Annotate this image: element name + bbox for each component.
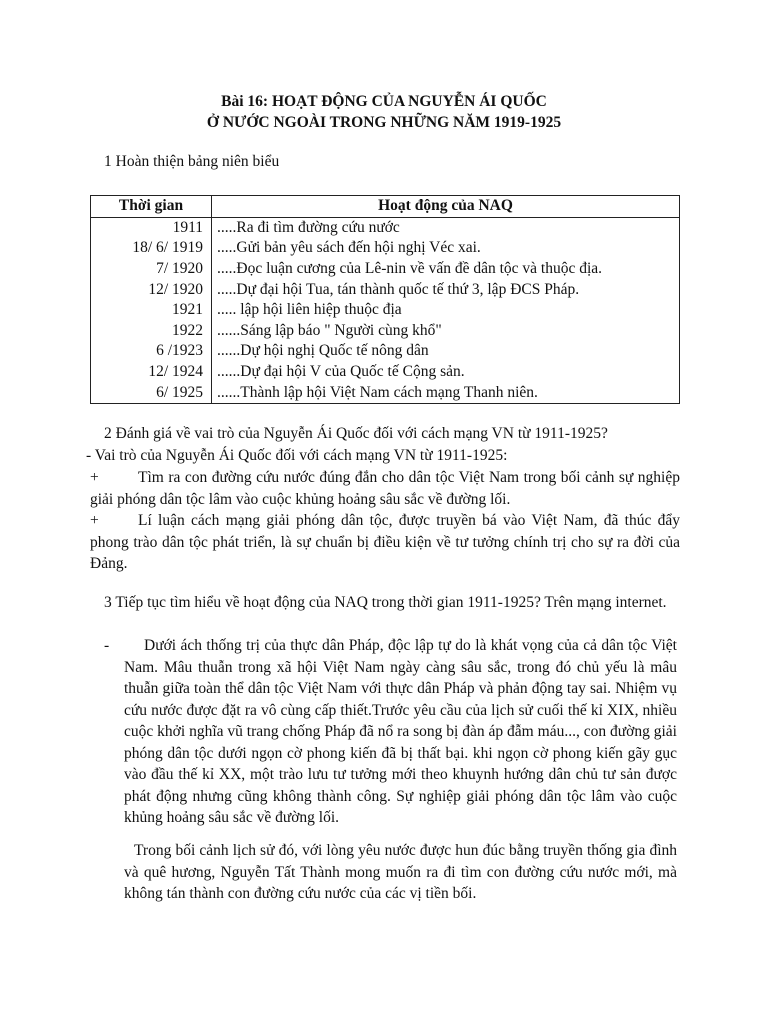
table-cell-time: 18/ 6/ 1919 [91,238,212,259]
section-2-bullet-1: Tìm ra con đường cứu nước đúng đắn cho dân tộc Việt Nam trong bối cảnh sự nghiệp giải phóng dân tộc lâm vào cuộc khủng hoảng sâu sắc về đường lối. [90,469,680,508]
section-2-heading: 2 Đánh giá về vai trò của Nguyễn Ái Quốc đối với cách mạng VN từ 1911-1925? [104,425,608,442]
section-3-paragraph-2: Trong bối cảnh lịch sử đó, với lòng yêu nước được hun đúc bằng truyền thống gia đình và quê hương, Nguyễn Tất Thành mong muốn ra đi tìm con đường cứu nước mới, mà không tán thành con đường cứu nước của các vị tiền bối. [124,842,677,902]
table-cell-activity: .....Ra đi tìm đường cứu nước [212,217,680,238]
table-row [91,382,680,403]
table-cell-activity: ......Sáng lập báo " Người cùng khổ" [212,321,680,342]
table-cell-time: 7/ 1920 [91,259,212,280]
table-cell-activity: ......Dự hội nghị Quốc tế nông dân [212,341,680,362]
table-cell-time: 6 /1923 [91,341,212,362]
table-header-row [91,196,680,218]
section-2-intro: - Vai trò của Nguyễn Ái Quốc đối với cách mạng VN từ 1911-1925: [86,447,508,464]
column-header-time: Thời gian [91,196,212,218]
section-3-heading: 3 Tiếp tục tìm hiểu về hoạt động của NAQ trong thời gian 1911-1925? Trên mạng internet. [104,594,667,611]
table-row [91,341,680,362]
section-3-paragraph-1: Dưới ách thống trị của thực dân Pháp, độc lập tự do là khát vọng của cả dân tộc Việt Nam. Mâu thuẫn trong xã hội Việt Nam ngày càng sâu sắc, trong đó chủ yếu là mâu thuẫn giữa toàn thể dân tộc Việt Nam với thực dân Pháp và phản động tay sai. Nhiệm vụ cứu nước được đặt ra vô cùng cấp thiết.Trước yêu cầu của lịch sử cuối thế kỉ XIX, nhiều cuộc khởi nghĩa vũ trang chống Pháp đã nổ ra song bị đàn áp đẫm máu..., con đường giải phóng dân tộc dưới ngọn cờ phong kiến đã bị thất bại. khi ngọn cờ phong kiến gãy gục vào đầu thế kỉ XX, một trào lưu tư tưởng mới theo khuynh hướng dân chủ tư sản được phát động nhưng cũng không thành công. Sự nghiệp giải phóng dân tộc lâm vào cuộc khủng hoảng sâu sắc về đường lối. [124,637,677,826]
page-title-line-1: Bài 16: HOẠT ĐỘNG CỦA NGUYỄN ÁI QUỐC [221,93,547,110]
table-cell-activity: ......Thành lập hội Việt Nam cách mạng Thanh niên. [212,382,680,403]
table-row [91,321,680,342]
table-cell-activity: ......Dự đại hội V của Quốc tế Cộng sản. [212,362,680,383]
chronology-table [90,195,680,404]
column-header-activity: Hoạt động của NAQ [212,196,680,218]
table-cell-time: 1921 [91,300,212,321]
table-cell-time: 1922 [91,321,212,342]
table-cell-time: 12/ 1920 [91,279,212,300]
table-cell-time: 12/ 1924 [91,362,212,383]
table-row [91,362,680,383]
page-title-line-2: Ở NƯỚC NGOÀI TRONG NHỮNG NĂM 1919-1925 [206,114,562,131]
table-cell-activity: .....Gửi bản yêu sách đến hội nghị Véc xai. [212,238,680,259]
table-row [91,300,680,321]
table-row [91,279,680,300]
section-1-heading: 1 Hoàn thiện bảng niên biểu [104,153,280,170]
bullet-marker: + [90,512,99,529]
dash-marker: - [104,637,110,654]
table-cell-activity: .....Đọc luận cương của Lê-nin về vấn đề dân tộc và thuộc địa. [212,259,680,280]
table-row [91,238,680,259]
section-2-bullet-2: Lí luận cách mạng giải phóng dân tộc, được truyền bá vào Việt Nam, đã thúc đẩy phong trào dân tộc phát triển, là sự chuẩn bị điều kiện về tư tưởng chính trị cho sự ra đời của Đảng. [90,512,680,572]
bullet-marker: + [90,469,99,486]
table-row [91,217,680,238]
table-cell-activity: .....Dự đại hội Tua, tán thành quốc tế thứ 3, lập ĐCS Pháp. [212,279,680,300]
table-cell-time: 1911 [91,217,212,238]
table-cell-time: 6/ 1925 [91,382,212,403]
table-row [91,259,680,280]
table-cell-activity: ..... lập hội liên hiệp thuộc địa [212,300,680,321]
